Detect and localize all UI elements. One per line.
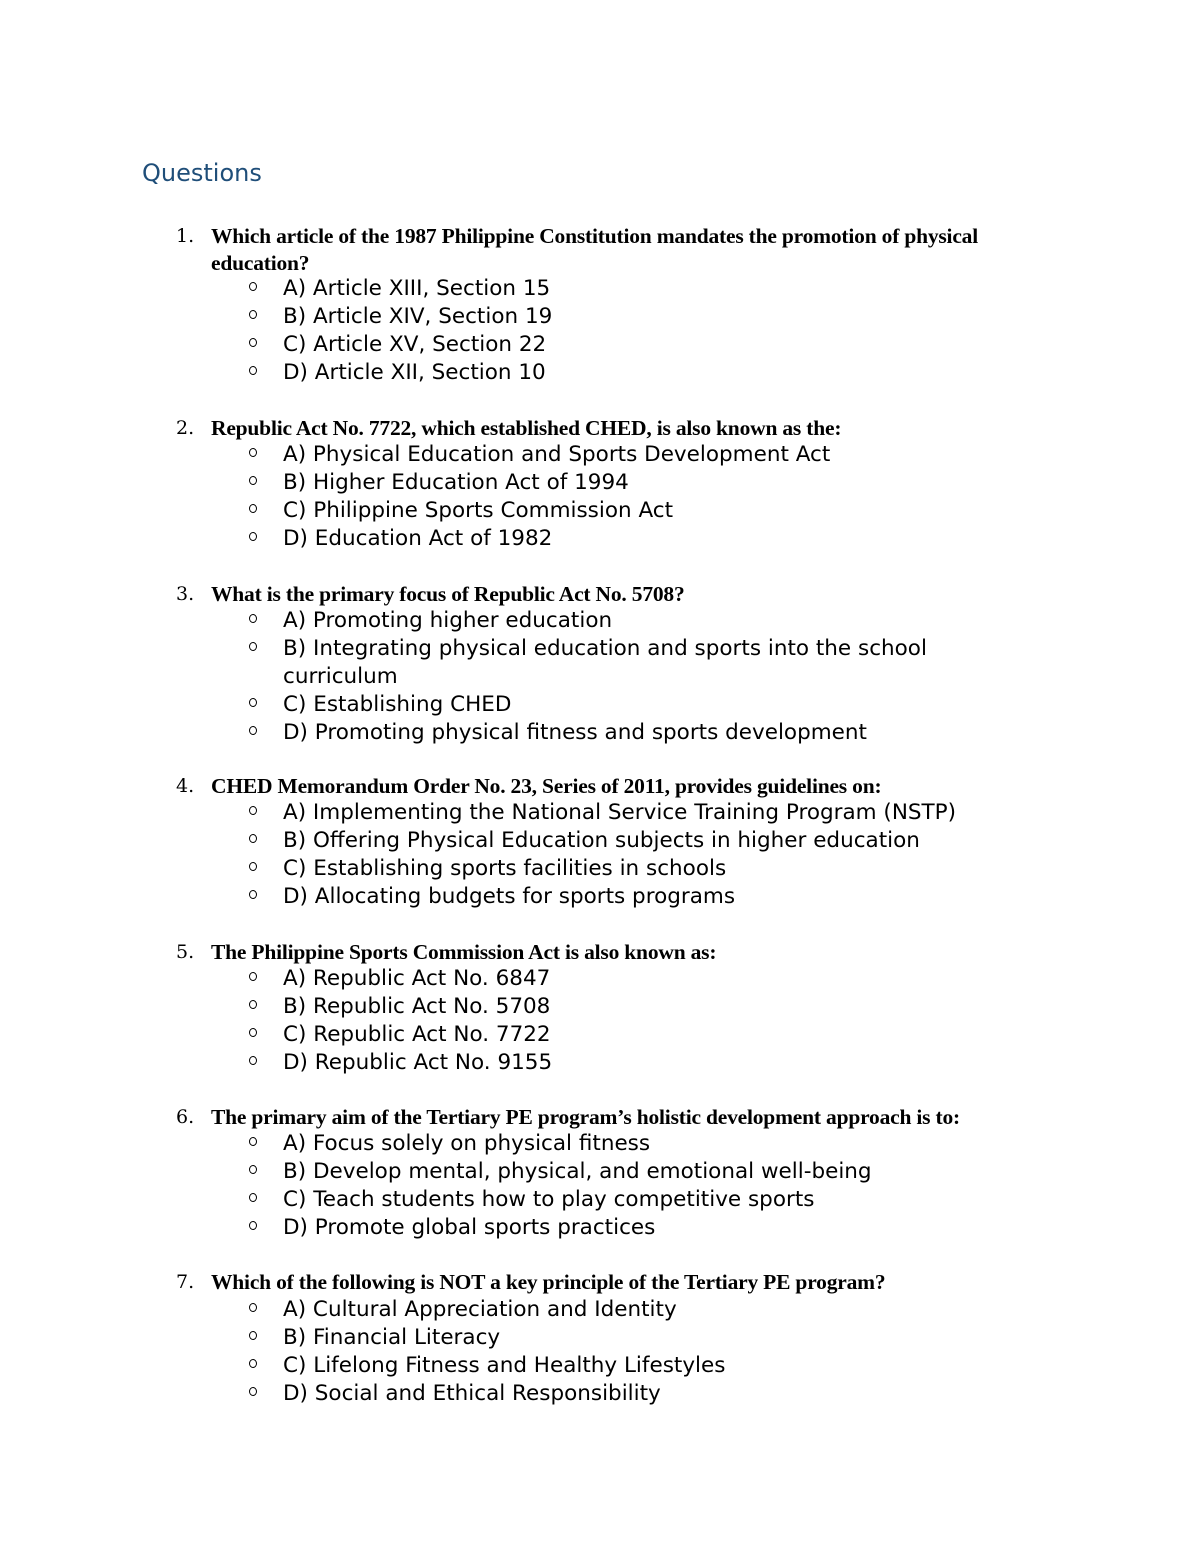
option-item bbox=[0, 883, 1200, 911]
circle-bullet-icon bbox=[249, 338, 257, 347]
option-item bbox=[0, 497, 1200, 525]
question-number: 2. bbox=[176, 417, 195, 439]
circle-bullet-icon bbox=[249, 366, 257, 375]
option-item bbox=[0, 993, 1200, 1021]
options-list-4 bbox=[0, 799, 1200, 911]
page-heading: Questions bbox=[142, 159, 262, 187]
option-text: A) Republic Act No. 6847 bbox=[283, 966, 551, 991]
options-list-5 bbox=[0, 965, 1200, 1077]
circle-bullet-icon bbox=[249, 1303, 257, 1312]
option-text: B) Article XIV, Section 19 bbox=[283, 304, 553, 329]
option-text: D) Social and Ethical Responsibility bbox=[283, 1381, 661, 1406]
option-item bbox=[0, 607, 1200, 635]
circle-bullet-icon bbox=[249, 698, 257, 707]
option-item bbox=[0, 525, 1200, 553]
circle-bullet-icon bbox=[249, 476, 257, 485]
circle-bullet-icon bbox=[249, 1387, 257, 1396]
option-text: D) Allocating budgets for sports programs bbox=[283, 884, 736, 909]
option-text: D) Article XII, Section 10 bbox=[283, 360, 546, 385]
option-text: B) Republic Act No. 5708 bbox=[283, 994, 551, 1019]
circle-bullet-icon bbox=[249, 642, 257, 651]
option-text: D) Education Act of 1982 bbox=[283, 526, 553, 551]
question-number: 6. bbox=[176, 1106, 195, 1128]
option-item bbox=[0, 691, 1200, 719]
circle-bullet-icon bbox=[249, 890, 257, 899]
option-text: C) Article XV, Section 22 bbox=[283, 332, 547, 357]
option-text: A) Physical Education and Sports Development Act bbox=[283, 442, 831, 467]
option-text: B) Financial Literacy bbox=[283, 1325, 501, 1350]
option-text: A) Focus solely on physical fitness bbox=[283, 1131, 651, 1156]
option-item bbox=[0, 469, 1200, 497]
option-text: A) Implementing the National Service Training Program (NSTP) bbox=[283, 800, 957, 825]
circle-bullet-icon bbox=[249, 1028, 257, 1037]
circle-bullet-icon bbox=[249, 806, 257, 815]
option-text: C) Teach students how to play competitive sports bbox=[283, 1187, 815, 1212]
options-list-1 bbox=[0, 275, 1200, 387]
option-text: C) Establishing sports facilities in schools bbox=[283, 856, 727, 881]
circle-bullet-icon bbox=[249, 1221, 257, 1230]
option-item bbox=[0, 275, 1200, 303]
option-item bbox=[0, 1130, 1200, 1158]
option-text: D) Promote global sports practices bbox=[283, 1215, 656, 1240]
options-list-6 bbox=[0, 1130, 1200, 1242]
option-item bbox=[0, 635, 1200, 691]
question-text: Which article of the 1987 Philippine Constitution mandates the promotion of physical education? bbox=[211, 224, 978, 275]
question-number: 1. bbox=[176, 225, 195, 247]
question-number: 7. bbox=[176, 1271, 195, 1293]
option-text: C) Philippine Sports Commission Act bbox=[283, 498, 674, 523]
option-item bbox=[0, 359, 1200, 387]
option-item bbox=[0, 799, 1200, 827]
circle-bullet-icon bbox=[249, 614, 257, 623]
option-item bbox=[0, 1186, 1200, 1214]
options-list-7 bbox=[0, 1296, 1200, 1408]
option-item bbox=[0, 965, 1200, 993]
option-item bbox=[0, 441, 1200, 469]
circle-bullet-icon bbox=[249, 504, 257, 513]
option-item bbox=[0, 1049, 1200, 1077]
option-item bbox=[0, 855, 1200, 883]
option-item bbox=[0, 719, 1200, 747]
question-text: CHED Memorandum Order No. 23, Series of 2011, provides guidelines on: bbox=[211, 774, 882, 798]
question-text: Republic Act No. 7722, which established CHED, is also known as the: bbox=[211, 416, 842, 440]
circle-bullet-icon bbox=[249, 834, 257, 843]
option-item bbox=[0, 1380, 1200, 1408]
option-item bbox=[0, 1324, 1200, 1352]
option-text: B) Develop mental, physical, and emotional well-being bbox=[283, 1159, 872, 1184]
circle-bullet-icon bbox=[249, 448, 257, 457]
option-text: D) Republic Act No. 9155 bbox=[283, 1050, 553, 1075]
circle-bullet-icon bbox=[249, 1331, 257, 1340]
circle-bullet-icon bbox=[249, 1137, 257, 1146]
circle-bullet-icon bbox=[249, 726, 257, 735]
question-number: 3. bbox=[176, 583, 195, 605]
circle-bullet-icon bbox=[249, 1000, 257, 1009]
circle-bullet-icon bbox=[249, 1193, 257, 1202]
option-item bbox=[0, 1214, 1200, 1242]
option-text: C) Republic Act No. 7722 bbox=[283, 1022, 551, 1047]
circle-bullet-icon bbox=[249, 532, 257, 541]
question-number: 5. bbox=[176, 941, 195, 963]
circle-bullet-icon bbox=[249, 282, 257, 291]
option-item bbox=[0, 303, 1200, 331]
option-item bbox=[0, 1158, 1200, 1186]
options-list-3 bbox=[0, 607, 1200, 747]
option-text: A) Cultural Appreciation and Identity bbox=[283, 1297, 677, 1322]
option-item bbox=[0, 1296, 1200, 1324]
question-text: The Philippine Sports Commission Act is also known as: bbox=[211, 940, 717, 964]
circle-bullet-icon bbox=[249, 1056, 257, 1065]
options-list-2 bbox=[0, 441, 1200, 553]
option-text: D) Promoting physical fitness and sports development bbox=[283, 720, 867, 745]
question-number: 4. bbox=[176, 775, 195, 797]
option-text: B) Offering Physical Education subjects in higher education bbox=[283, 828, 920, 853]
option-item bbox=[0, 827, 1200, 855]
question-text: The primary aim of the Tertiary PE program’s holistic development approach is to: bbox=[211, 1105, 960, 1129]
option-item bbox=[0, 1352, 1200, 1380]
option-text: B) Higher Education Act of 1994 bbox=[283, 470, 629, 495]
question-text: Which of the following is NOT a key principle of the Tertiary PE program? bbox=[211, 1270, 886, 1294]
option-text: A) Promoting higher education bbox=[283, 608, 613, 633]
option-text: C) Establishing CHED bbox=[283, 692, 512, 717]
option-text: C) Lifelong Fitness and Healthy Lifestyles bbox=[283, 1353, 726, 1378]
circle-bullet-icon bbox=[249, 1359, 257, 1368]
option-item bbox=[0, 331, 1200, 359]
question-text: What is the primary focus of Republic Act No. 5708? bbox=[211, 582, 685, 606]
option-item bbox=[0, 1021, 1200, 1049]
circle-bullet-icon bbox=[249, 862, 257, 871]
option-text: B) Integrating physical education and sports into the school curriculum bbox=[283, 636, 927, 689]
circle-bullet-icon bbox=[249, 1165, 257, 1174]
option-text: A) Article XIII, Section 15 bbox=[283, 276, 551, 301]
circle-bullet-icon bbox=[249, 972, 257, 981]
circle-bullet-icon bbox=[249, 310, 257, 319]
